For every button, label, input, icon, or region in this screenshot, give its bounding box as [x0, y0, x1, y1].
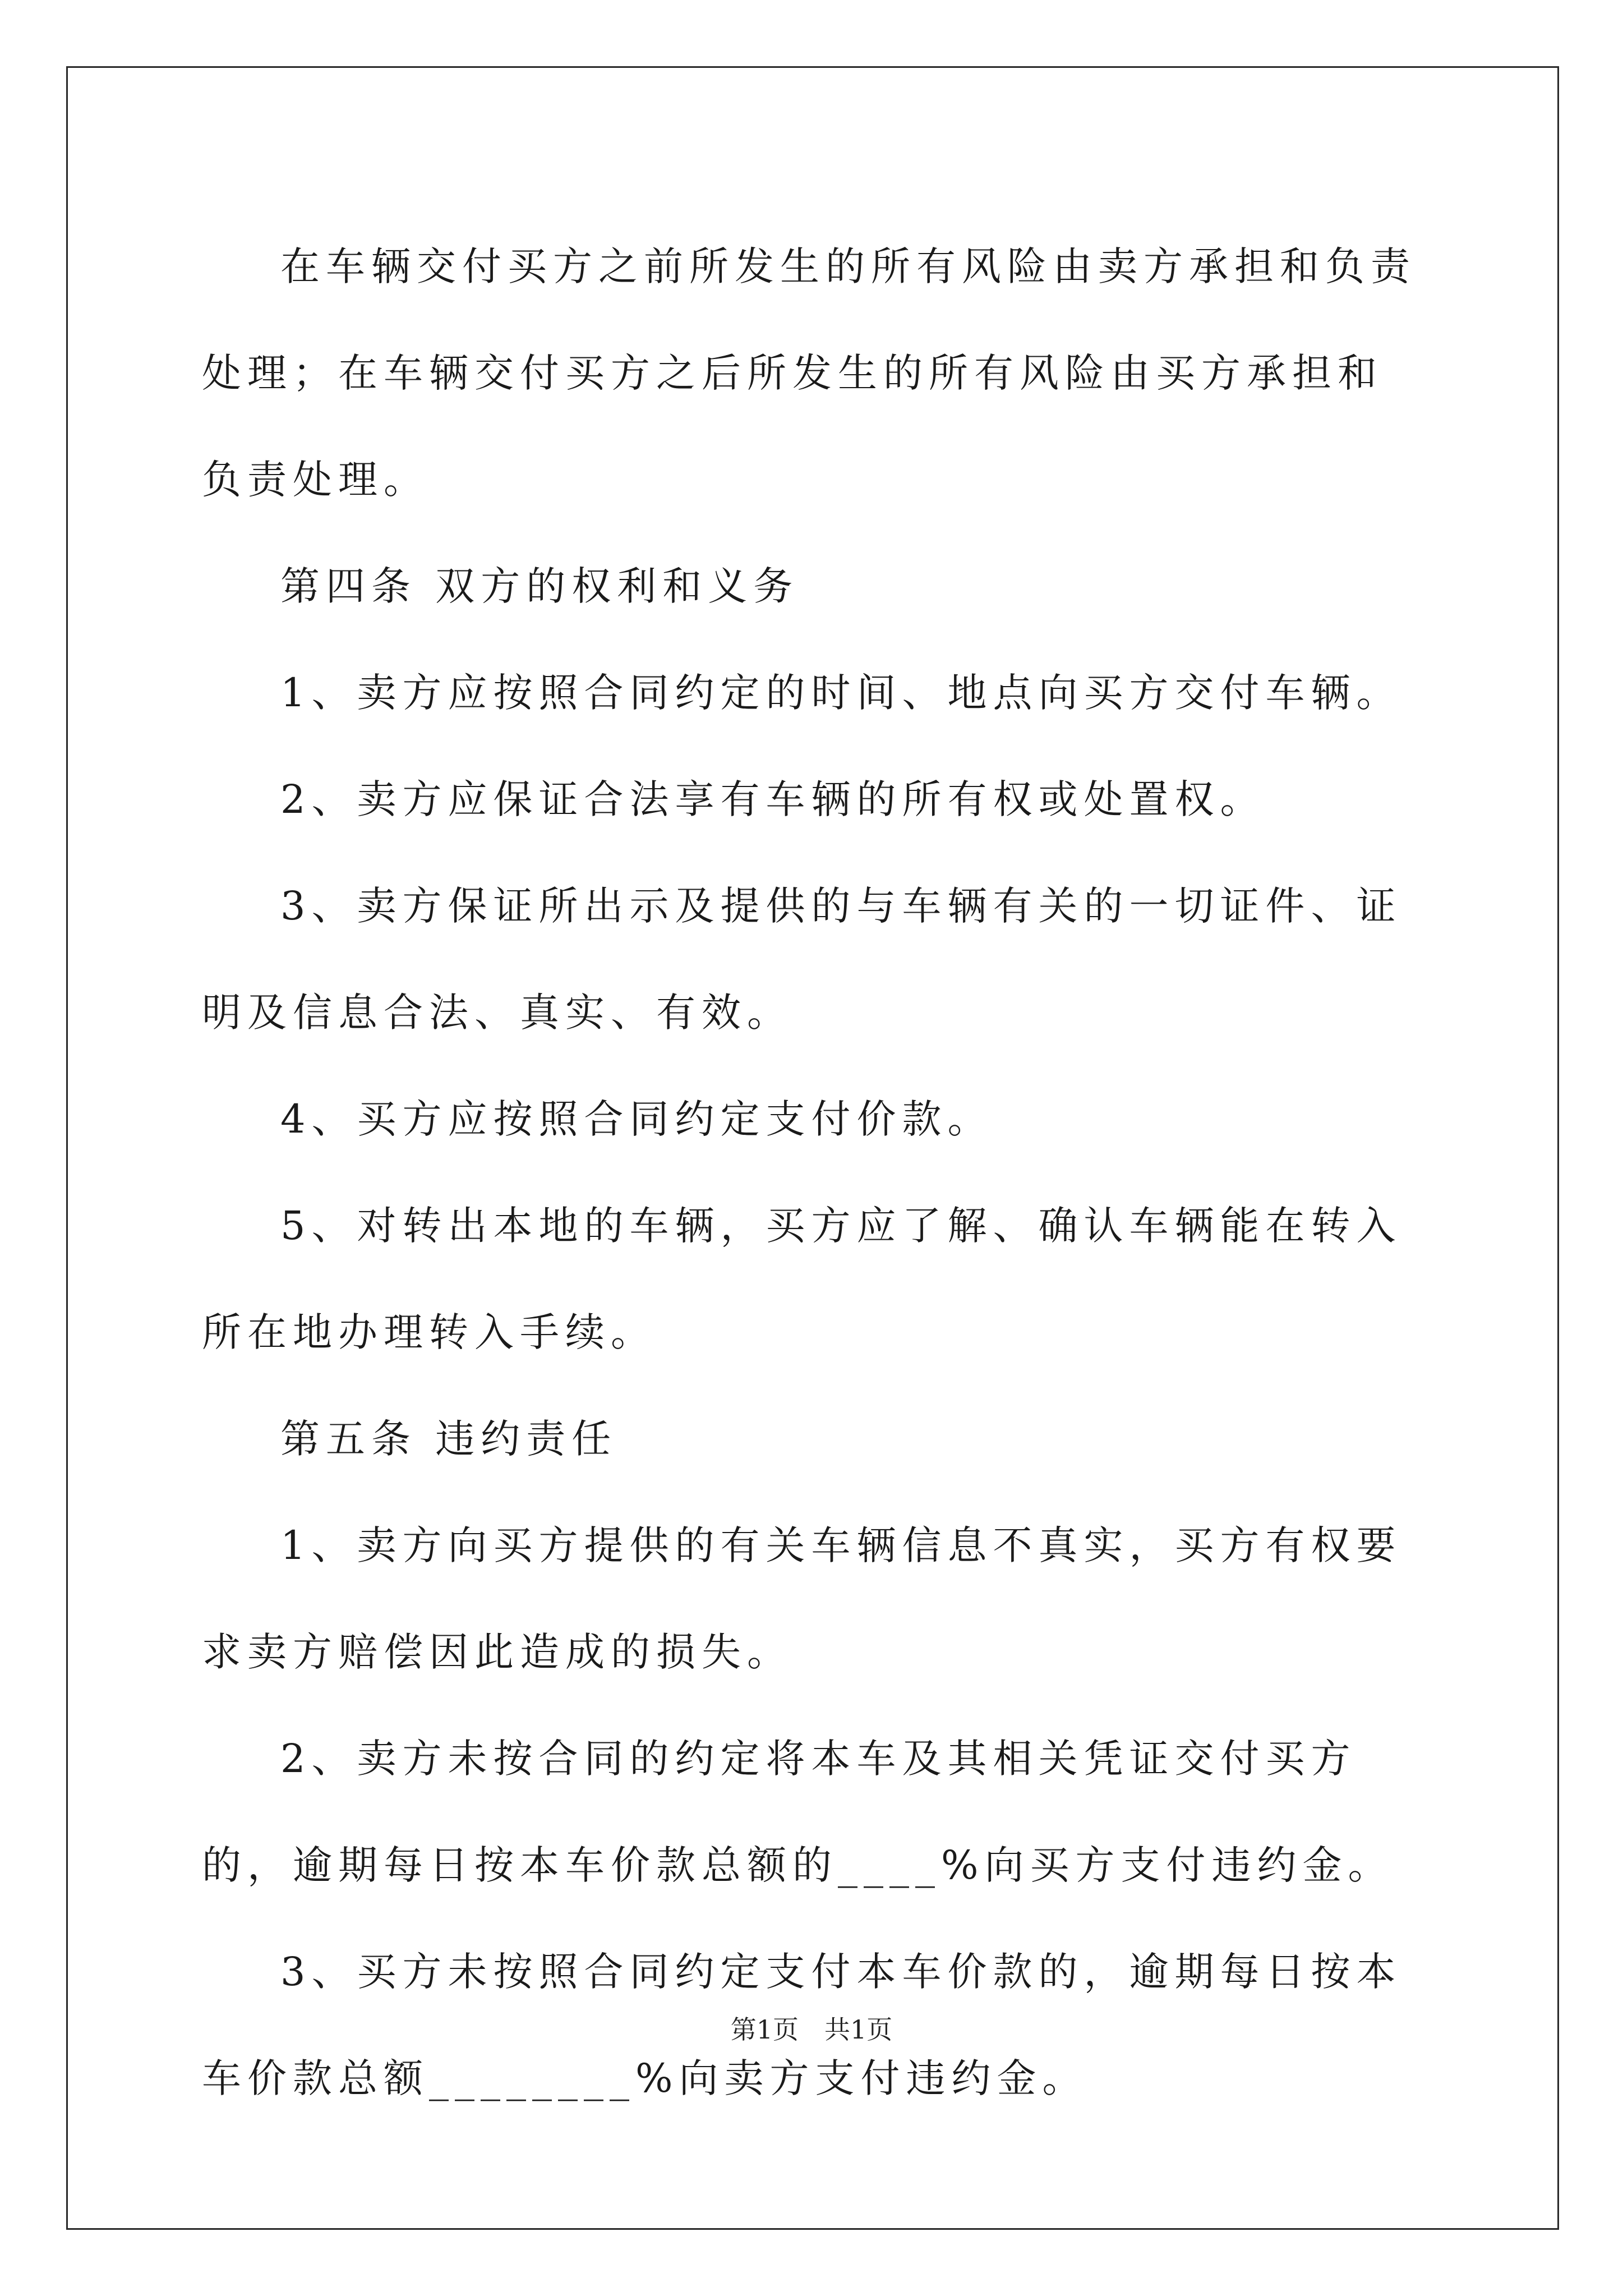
paragraph-4-3: 3、卖方保证所出示及提供的与车辆有关的一切证件、证明及信息合法、真实、有效。 [202, 883, 1402, 1036]
paragraph-4-1: 1、卖方应按照合同约定的时间、地点向买方交付车辆。 [280, 670, 1402, 716]
paragraph-5-1: 1、卖方向买方提供的有关车辆信息不真实，买方有权要求卖方赔偿因此造成的损失。 [202, 1522, 1402, 1675]
page-footer: 第1页 共1页 [730, 2014, 893, 2045]
paragraph-4-4: 4、买方应按照合同约定支付价款。 [280, 1096, 993, 1142]
paragraph-5-3: 3、买方未按照合同约定支付本车价款的，逾期每日按本车价款总额________%向卖方支付违约金。 [202, 1949, 1402, 2101]
heading-article-5: 第五条 违约责任 [280, 1416, 617, 1462]
document-body [202, 213, 1424, 2132]
paragraph-4-5: 5、对转出本地的车辆，买方应了解、确认车辆能在转入所在地办理转入手续。 [202, 1203, 1402, 1355]
paragraph-4-2: 2、卖方应保证合法享有车辆的所有权或处置权。 [280, 776, 1266, 822]
paragraph-risk-transfer: 在车辆交付买方之前所发生的所有风险由卖方承担和负责处理；在车辆交付买方之后所发生的所有风险由买方承担和负责处理。 [202, 243, 1416, 503]
paragraph-5-2: 2、卖方未按合同的约定将本车及其相关凭证交付买方的，逾期每日按本车价款总额的____%向买方支付违约金。 [202, 1736, 1394, 1888]
heading-article-4: 第四条 双方的权利和义务 [280, 563, 799, 609]
